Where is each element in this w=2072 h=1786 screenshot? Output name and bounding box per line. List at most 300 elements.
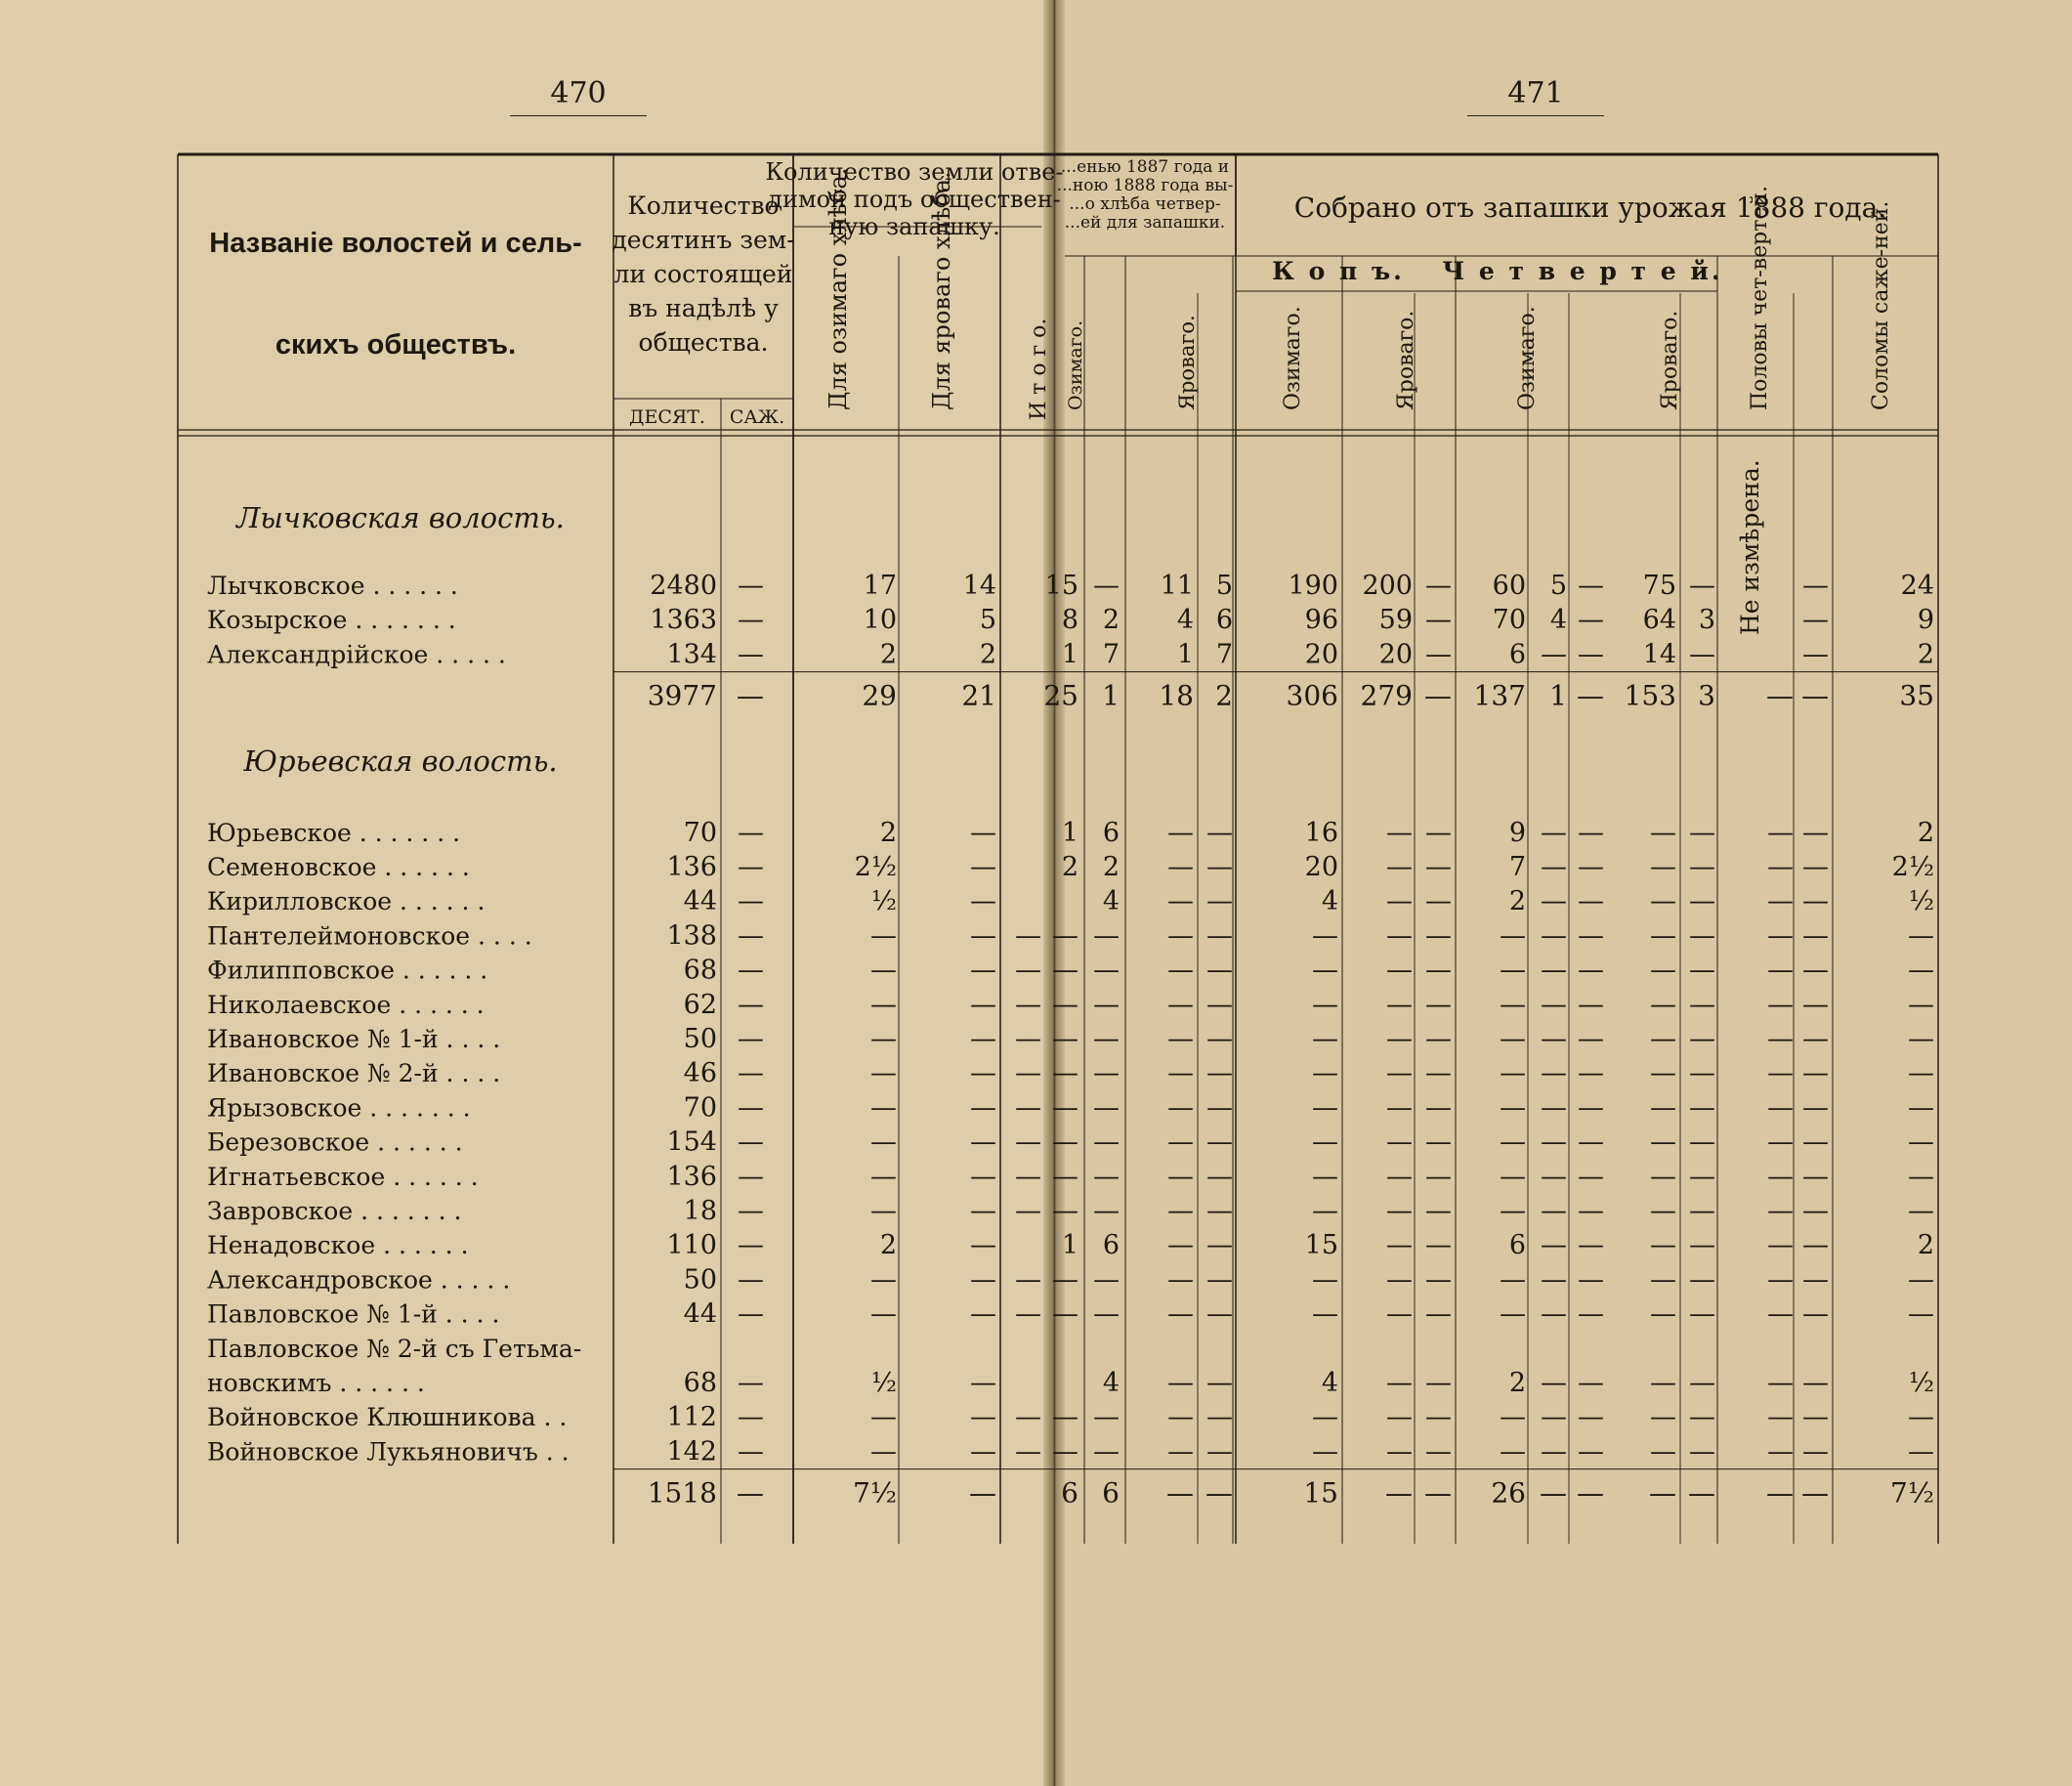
total-value: — [737,679,764,712]
cell-value: — [1500,1196,1526,1226]
cell-value: — [1541,852,1567,882]
cell-value: — [1312,1092,1338,1124]
cell-value: — [1767,886,1794,917]
cell-value: 2 [1102,852,1120,882]
cell-value: — [1908,1058,1934,1089]
cell-value: — [738,1161,764,1192]
cell-value: — [1052,1298,1078,1330]
row-name: Игнатьевское . . . . . . [207,1162,479,1191]
cell-value: — [1578,886,1604,917]
cell-value: — [738,1230,764,1261]
cell-value: 70 [1492,605,1526,636]
row-name: Войновское Лукьяновичъ . . [207,1437,570,1467]
cell-value: 2 [879,639,897,670]
cell-value: — [1802,1161,1829,1192]
cell-value: — [1689,1196,1715,1226]
cell-value: — [870,920,897,952]
total-value: 18 [1159,679,1194,712]
cell-value: — [1767,1368,1794,1398]
cell-value: — [1500,1264,1526,1296]
cell-value: — [1206,817,1233,848]
cell-value: — [970,1092,996,1124]
cell-value: 18 [683,1196,717,1226]
cell-value: — [1425,886,1452,917]
cell-value: — [1093,1092,1120,1124]
cell-value: — [1052,1161,1078,1192]
cell-value: — [1802,1092,1829,1124]
cell-value: — [1167,852,1194,882]
cell-value: — [738,571,764,601]
cell-value: — [1015,1024,1041,1054]
cell-value: 1 [1061,817,1078,848]
cell-value: 2 [1917,1230,1934,1261]
cell-value: 96 [1304,605,1338,636]
cell-value: — [1541,920,1567,952]
cell-value: — [1015,989,1041,1020]
cell-value: — [1578,852,1604,882]
cell-value: — [1578,605,1604,636]
cell-value: — [1802,1264,1829,1296]
cell-value: — [1578,920,1604,952]
cell-value: — [1767,989,1794,1020]
cell-value: — [1206,1264,1233,1296]
cell-value: — [1206,1024,1233,1054]
cell-value: — [1908,1161,1934,1192]
cell-value: — [1541,955,1567,986]
cell-value: — [1312,920,1338,952]
total-value: — [1424,1476,1452,1510]
cell-value: — [1015,1127,1041,1158]
total-value: — [1385,1476,1413,1510]
cell-value: 68 [683,955,717,986]
cell-value: — [1206,1161,1233,1192]
cell-value: — [1312,1058,1338,1089]
cell-value: 138 [666,920,717,952]
cell-value: — [1386,1058,1413,1089]
header-chet: Ч е т в е р т е й. [1442,257,1723,285]
cell-value: — [1500,1058,1526,1089]
total-value: — [969,1476,996,1510]
row-name: Александрійское . . . . . [207,640,506,669]
cell-value: — [1206,1058,1233,1089]
cell-value: 5 [1549,571,1567,601]
cell-value: — [738,1092,764,1124]
cell-value: 6 [1102,1230,1120,1261]
cell-value: — [1052,989,1078,1020]
cell-value: — [1206,920,1233,952]
cell-value: — [1650,852,1676,882]
cell-value: — [1425,989,1452,1020]
cell-value: — [1425,1368,1452,1398]
cell-value: 2480 [650,571,717,601]
cell-value: — [1167,1058,1194,1089]
cell-value: — [1650,1436,1676,1467]
cell-value: — [1802,955,1829,986]
total-value: 1 [1102,679,1120,712]
cell-value: — [1093,1196,1120,1226]
cell-value: — [1802,920,1829,952]
cell-value: — [870,1127,897,1158]
row-name: Завровское . . . . . . . [207,1197,462,1225]
cell-value: — [1425,639,1452,670]
header-sown-line: ...ною 1888 года вы- [1056,176,1234,195]
cell-value: ½ [870,1368,897,1398]
row-name: Ярызовское . . . . . . . [207,1093,471,1123]
cell-value: 2½ [854,852,897,882]
cell-value: — [1425,605,1452,636]
total-value: — [1205,1476,1233,1510]
cell-value: — [1541,1058,1567,1089]
cell-value: 44 [683,1298,717,1330]
cell-value: — [1093,955,1120,986]
total-value: — [737,1476,764,1510]
cell-value: — [1425,920,1452,952]
cell-value: — [1767,1402,1794,1433]
cell-value: 2 [879,1230,897,1261]
cell-value: — [870,1402,897,1433]
cell-value: — [1425,1436,1452,1467]
cell-value: 200 [1362,571,1413,601]
cell-value: 46 [683,1058,717,1089]
cell-value: — [1206,1092,1233,1124]
cell-value: — [1689,989,1715,1020]
cell-value: 4 [1102,886,1120,917]
cell-value: — [1578,1264,1604,1296]
cell-value: 2 [1917,817,1934,848]
cell-value: — [1312,1196,1338,1226]
cell-value: — [1767,1058,1794,1089]
cell-value: — [1767,817,1794,848]
cell-value: — [1425,1230,1452,1261]
cell-value: — [1312,1264,1338,1296]
cell-value: — [1541,1196,1567,1226]
cell-value: — [1015,1161,1041,1192]
cell-value: — [1425,817,1452,848]
cell-value: — [1206,1368,1233,1398]
cell-value: — [1093,1402,1120,1433]
cell-value: 9 [1508,817,1526,848]
cell-value: — [1500,955,1526,986]
header-collected-title: Собрано отъ запашки урожая 1888 года. [1293,191,1887,224]
cell-value: — [1386,1298,1413,1330]
cell-value: — [1425,1402,1452,1433]
cell-value: — [1167,1230,1194,1261]
cell-value: 59 [1378,605,1413,636]
total-value: 153 [1624,679,1676,712]
cell-value: 142 [666,1436,717,1467]
cell-value: — [1541,1436,1567,1467]
total-value: — [1649,1476,1676,1510]
header-chet-spring: Яроваго. [1658,310,1682,410]
cell-value: — [1908,955,1934,986]
cell-value: — [970,920,996,952]
cell-value: 15 [1044,571,1078,601]
cell-value: — [1052,1024,1078,1054]
cell-value: — [1578,1196,1604,1226]
cell-value: — [1650,886,1676,917]
cell-value: — [738,1196,764,1226]
cell-value: — [970,886,996,917]
cell-value: — [1015,1264,1041,1296]
cell-value: 7 [1215,639,1233,670]
header-allot-winter: Для озимаго хлѣба. [825,167,852,410]
cell-value: 154 [666,1127,717,1158]
cell-value: — [738,605,764,636]
cell-value: — [1425,1092,1452,1124]
cell-value: — [1167,1196,1194,1226]
total-value: 1 [1549,679,1567,712]
cell-value: 5 [979,605,996,636]
cell-value: 68 [683,1368,717,1398]
cell-value: — [1425,1161,1452,1192]
total-value: — [1424,679,1452,712]
cell-value: 60 [1492,571,1526,601]
cell-value: — [870,989,897,1020]
cell-value: — [1767,1230,1794,1261]
row-name: Ивановское № 1-й . . . . [207,1025,501,1053]
total-value: 21 [961,679,996,712]
cell-value: — [1052,1264,1078,1296]
cell-value: — [1650,817,1676,848]
header-allot-line: Количество земли отве- [765,158,1064,186]
cell-value: ½ [1908,1368,1934,1398]
cell-value: — [1093,1264,1120,1296]
cell-value: — [1802,571,1829,601]
cell-value: — [1541,989,1567,1020]
cell-value: 20 [1378,639,1413,670]
cell-value: 7 [1508,852,1526,882]
cell-value: — [1206,989,1233,1020]
cell-value: ½ [870,886,897,917]
cell-value: — [1386,955,1413,986]
cell-value: — [1052,920,1078,952]
cell-value: 15 [1304,1230,1338,1261]
cell-value: — [1386,1127,1413,1158]
cell-value: — [970,1230,996,1261]
cell-value: — [1167,989,1194,1020]
cell-value: — [1425,571,1452,601]
cell-value: — [1167,955,1194,986]
cell-value: — [1689,1402,1715,1433]
cell-value: — [1908,1436,1934,1467]
cell-value: — [1093,1298,1120,1330]
cell-value: — [1015,1058,1041,1089]
cell-value: 112 [666,1402,717,1433]
cell-value: 62 [683,989,717,1020]
cell-value: — [1908,1298,1934,1330]
total-value: 1518 [647,1476,717,1510]
cell-value: — [970,852,996,882]
cell-value: — [1578,1058,1604,1089]
cell-value: — [1578,1092,1604,1124]
cell-value: — [1650,1092,1676,1124]
cell-value: — [1206,1436,1233,1467]
cell-value: — [1206,852,1233,882]
header-name-line1: Названіе волостей и сель- [209,228,582,259]
header-kop-winter: Озимаго. [1281,306,1305,410]
cell-value: — [1206,886,1233,917]
cell-value: 4 [1102,1368,1120,1398]
row-name: Войновское Клюшникова . . [207,1403,568,1432]
cell-value: — [738,955,764,986]
cell-value: — [1689,1092,1715,1124]
cell-value: — [1650,1196,1676,1226]
cell-value: — [1093,1436,1120,1467]
cell-value: — [1802,1368,1829,1398]
row-name: Ивановское № 2-й . . . . [207,1059,501,1088]
row-name: Козырское . . . . . . . [207,606,456,635]
cell-value: — [1386,1368,1413,1398]
header-sown-winter: Озимаго. [1065,319,1086,410]
total-value: — [1688,1476,1715,1510]
cell-value: — [1167,1402,1194,1433]
cell-value: 4 [1321,1368,1338,1398]
cell-value: 20 [1304,639,1338,670]
cell-value: — [1578,1402,1604,1433]
cell-value: — [1052,1196,1078,1226]
cell-value: 50 [683,1024,717,1054]
cell-value: — [1167,886,1194,917]
cell-value: — [1908,1024,1934,1054]
cell-value: 2 [1061,852,1078,882]
cell-value: — [1015,1436,1041,1467]
cell-value: — [1541,1127,1567,1158]
cell-value: — [1052,1092,1078,1124]
cell-value: — [1650,1230,1676,1261]
total-value: 3977 [647,679,717,712]
cell-value: 134 [666,639,717,670]
total-value: — [1801,1476,1829,1510]
cell-value: — [1650,955,1676,986]
cell-value: 2 [1917,639,1934,670]
cell-value: — [870,1092,897,1124]
cell-value: — [738,886,764,917]
cell-value: — [1541,1264,1567,1296]
cell-value: — [1386,1161,1413,1192]
cell-value: — [1689,817,1715,848]
header-kop-spring: Яроваго. [1394,310,1418,410]
cell-value: — [1541,1230,1567,1261]
cell-value: — [1650,1368,1676,1398]
cell-value: — [1425,1196,1452,1226]
cell-value: — [1093,571,1120,601]
cell-value: 2 [979,639,996,670]
cell-value: — [1578,571,1604,601]
cell-value: — [1578,955,1604,986]
cell-value: — [970,817,996,848]
cell-value: — [1689,886,1715,917]
total-value: 29 [862,679,897,712]
cell-value: 2 [1102,605,1120,636]
cell-value: — [1802,1298,1829,1330]
cell-value: 64 [1642,605,1676,636]
cell-value: — [1167,1127,1194,1158]
header-sown-line: ...о хлѣба четвер- [1069,194,1221,214]
cell-value: 136 [666,852,717,882]
cell-value: — [870,1298,897,1330]
cell-value: — [738,1298,764,1330]
page-number-left: 470 [550,76,607,110]
cell-value: — [1802,1436,1829,1467]
cell-value: — [1312,1161,1338,1192]
total-value: — [1766,679,1794,712]
cell-value: — [1093,1161,1120,1192]
cell-value: — [1650,920,1676,952]
cell-value: 4 [1549,605,1567,636]
cell-value: — [1689,1298,1715,1330]
cell-value: — [1689,639,1715,670]
cell-value: — [1386,852,1413,882]
cell-value: — [870,1264,897,1296]
cell-value: — [1689,955,1715,986]
cell-value: 136 [666,1161,717,1192]
total-value: 7½ [853,1476,897,1510]
header-sown-line: ...енью 1887 года и [1060,157,1230,177]
cell-value: 8 [1061,605,1078,636]
cell-value: — [1093,920,1120,952]
cell-value: — [1802,989,1829,1020]
cell-value: — [1015,920,1041,952]
cell-value: 2 [1508,1368,1526,1398]
cell-value: — [1052,1127,1078,1158]
cell-value: — [1689,1230,1715,1261]
cell-value: 2 [879,817,897,848]
cell-value: — [1650,1058,1676,1089]
cell-value: — [1386,989,1413,1020]
cell-value: — [1500,1161,1526,1192]
cell-value: — [1206,1230,1233,1261]
cell-value: 70 [683,817,717,848]
cell-value: — [1167,1368,1194,1398]
cell-value: — [1386,1230,1413,1261]
cell-value: 6 [1102,817,1120,848]
cell-value: — [970,1368,996,1398]
cell-value: — [1386,920,1413,952]
cell-value: — [1206,955,1233,986]
header-chet-winter: Озимаго. [1515,306,1540,410]
cell-value: 17 [863,571,897,601]
cell-value: — [738,817,764,848]
cell-value: — [1578,1127,1604,1158]
cell-value: 3 [1698,605,1715,636]
cell-value: — [1689,920,1715,952]
cell-value: — [1802,1024,1829,1054]
cell-value: — [1500,1402,1526,1433]
cell-value: — [1578,989,1604,1020]
cell-value: — [1425,1264,1452,1296]
cell-value: — [1425,1024,1452,1054]
row-name: Березовское . . . . . . [207,1127,463,1157]
cell-value: — [1908,989,1934,1020]
cell-value: — [870,1024,897,1054]
total-value: 3 [1698,679,1715,712]
cell-value: 2 [1508,886,1526,917]
cell-value: 5 [1215,571,1233,601]
cell-value: — [738,1264,764,1296]
cell-value: — [1802,1402,1829,1433]
header-area-line: общества. [638,328,769,357]
cell-value: — [1802,639,1829,670]
cell-value: — [1689,571,1715,601]
cell-value: — [1541,1368,1567,1398]
cell-value: — [1052,955,1078,986]
header-allot-spring: Для яроваго хлѣба. [928,171,955,410]
cell-value: — [1802,852,1829,882]
cell-value: 7 [1102,639,1120,670]
header-soloma: Соломы саже-ней. [1869,200,1893,410]
cell-value: — [1578,1298,1604,1330]
cell-value: — [1689,1368,1715,1398]
